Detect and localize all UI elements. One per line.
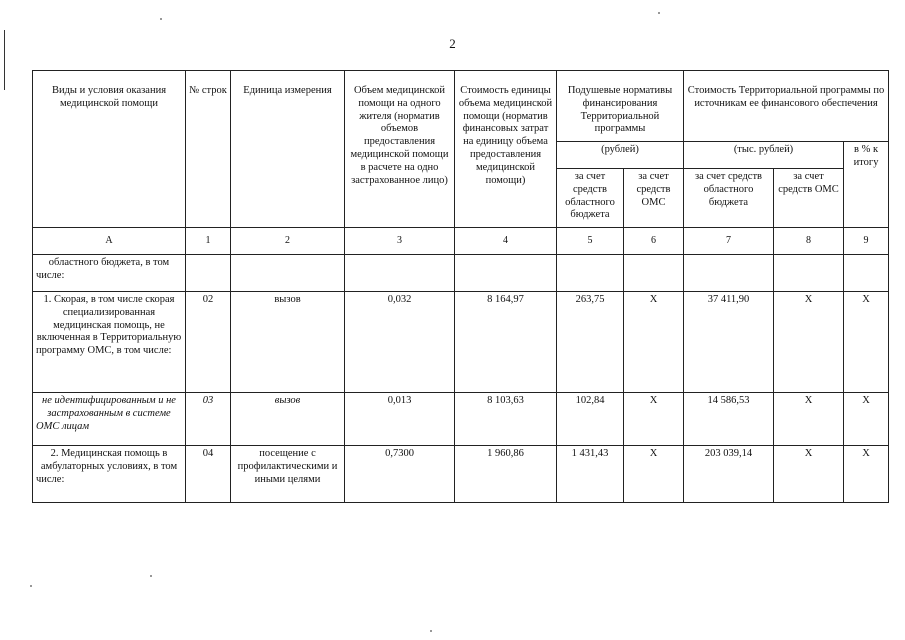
column-number: 6	[624, 228, 684, 255]
row-c7: 37 411,90	[684, 292, 774, 393]
table-row	[33, 292, 889, 393]
header-oms-8: за счет средств ОМС	[774, 169, 844, 228]
header-volume: Объем медицинской помощи на одного жителя (норматив объемов предоставления медицинской помощи в расчете на одно застрахованное лицо)	[345, 71, 455, 228]
row-volume	[345, 255, 455, 292]
financing-table	[32, 70, 889, 503]
scan-speck	[430, 630, 432, 632]
row-volume: 0,032	[345, 292, 455, 393]
table-row	[33, 393, 889, 446]
row-c5: 263,75	[557, 292, 624, 393]
row-c8	[774, 255, 844, 292]
row-c8: X	[774, 393, 844, 446]
row-name: 2. Медицинская помощь в амбулаторных условиях, в том числе:	[33, 446, 186, 503]
header-program-cost: Стоимость Территориальной программы по источникам ее финансового обеспечения	[684, 71, 889, 142]
header-percent: в % к итогу	[844, 142, 889, 228]
row-c6: X	[624, 446, 684, 503]
header-per-capita: Подушевые нормативы финансирования Территориальной программы	[557, 71, 684, 142]
column-number: 2	[231, 228, 345, 255]
row-c8: X	[774, 292, 844, 393]
header-cost: Стоимость единицы объема медицинской помощи (норматив финансовых затрат на единицу объема предоставления медицинской помощи)	[455, 71, 557, 228]
column-number: 9	[844, 228, 889, 255]
header-thous-rubles: (тыс. рублей)	[684, 142, 844, 169]
row-c9: X	[844, 292, 889, 393]
page-number: 2	[449, 36, 456, 51]
row-c9	[844, 255, 889, 292]
row-unit: вызов	[231, 292, 345, 393]
row-cost	[455, 255, 557, 292]
column-number: А	[33, 228, 186, 255]
row-c8: X	[774, 446, 844, 503]
row-cost: 1 960,86	[455, 446, 557, 503]
row-no: 04	[186, 446, 231, 503]
row-c6: X	[624, 292, 684, 393]
row-cost: 8 164,97	[455, 292, 557, 393]
row-c9: X	[844, 446, 889, 503]
row-unit: посещение с профилактическими и иными целями	[231, 446, 345, 503]
row-c5: 102,84	[557, 393, 624, 446]
row-name: областного бюджета, в том числе:	[33, 255, 186, 292]
scan-speck	[150, 575, 152, 577]
row-c7	[684, 255, 774, 292]
scan-speck	[30, 585, 32, 587]
header-regional-budget-7: за счет средств областного бюджета	[684, 169, 774, 228]
header-unit: Единица измерения	[231, 71, 345, 228]
header-regional-budget-5: за счет средств областного бюджета	[557, 169, 624, 228]
row-no	[186, 255, 231, 292]
header-row-no: № строк	[186, 71, 231, 228]
row-c5: 1 431,43	[557, 446, 624, 503]
table-row	[33, 446, 889, 503]
row-unit	[231, 255, 345, 292]
header-types: Виды и условия оказания медицинской помощи	[33, 71, 186, 228]
row-c9: X	[844, 393, 889, 446]
table-row	[33, 255, 889, 292]
row-no: 02	[186, 292, 231, 393]
row-c5	[557, 255, 624, 292]
row-name: 1. Скорая, в том числе скорая специализированная медицинская помощь, не включенная в Территориальную программу ОМС, в том числе:	[33, 292, 186, 393]
column-number: 3	[345, 228, 455, 255]
header-rubles: (рублей)	[557, 142, 684, 169]
row-c6	[624, 255, 684, 292]
row-c6: X	[624, 393, 684, 446]
column-number: 5	[557, 228, 624, 255]
scan-speck	[160, 18, 162, 20]
row-name: не идентифицированным и не застрахованным в системе ОМС лицам	[33, 393, 186, 446]
header-oms-6: за счет средств ОМС	[624, 169, 684, 228]
row-volume: 0,7300	[345, 446, 455, 503]
scan-speck	[658, 12, 660, 14]
header-row-1	[33, 71, 889, 142]
row-c7: 203 039,14	[684, 446, 774, 503]
row-volume: 0,013	[345, 393, 455, 446]
row-unit: вызов	[231, 393, 345, 446]
column-number-row	[33, 228, 889, 255]
column-number: 7	[684, 228, 774, 255]
row-no: 03	[186, 393, 231, 446]
row-c7: 14 586,53	[684, 393, 774, 446]
column-number: 8	[774, 228, 844, 255]
row-cost: 8 103,63	[455, 393, 557, 446]
page-edge-mark	[4, 30, 5, 90]
column-number: 4	[455, 228, 557, 255]
column-number: 1	[186, 228, 231, 255]
